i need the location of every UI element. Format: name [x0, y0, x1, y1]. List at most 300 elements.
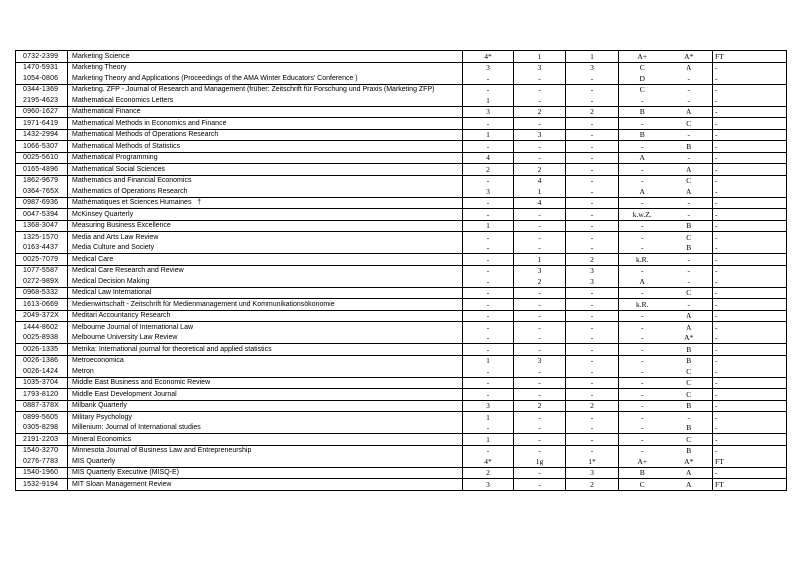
rating-cell-2: 4	[514, 197, 566, 209]
rating-cell-3: 3	[566, 276, 619, 287]
issn-cell: 0276-7783	[16, 456, 68, 467]
rating-cell-3: 2	[566, 254, 619, 266]
rating-cell-4: -	[619, 310, 666, 322]
rating-cell-6: -	[713, 106, 787, 118]
journal-name-cell: Metroeconomica	[68, 355, 463, 366]
journal-name-cell: Mathematics of Operations Research	[68, 186, 463, 197]
rating-cell-1: 1	[463, 412, 514, 423]
issn-cell: 0987-6936	[16, 197, 68, 209]
table-row	[16, 106, 787, 118]
rating-cell-2: -	[514, 322, 566, 333]
table-row	[16, 186, 787, 197]
journal-name-cell: Medical Care	[68, 254, 463, 266]
rating-cell-2: 3	[514, 129, 566, 141]
rating-cell-4: -	[619, 423, 666, 434]
rating-cell-1: 1	[463, 434, 514, 446]
rating-cell-1: -	[463, 73, 514, 84]
journal-name-cell: Metrika: International journal for theoretical and applied statistics	[68, 344, 463, 356]
rating-cell-2: -	[514, 344, 566, 356]
table-row	[16, 389, 787, 401]
table-row	[16, 164, 787, 176]
rating-cell-4: -	[619, 265, 666, 276]
table-row	[16, 377, 787, 389]
journal-name-cell: Media Culture and Society	[68, 243, 463, 254]
rating-cell-3: -	[566, 299, 619, 311]
rating-cell-3: -	[566, 310, 619, 322]
rating-cell-6: -	[713, 164, 787, 176]
rating-cell-2: 2	[514, 164, 566, 176]
issn-cell: 0364-765X	[16, 186, 68, 197]
rating-cell-5: C	[666, 389, 713, 401]
table-row	[16, 355, 787, 366]
rating-cell-3: 2	[566, 106, 619, 118]
rating-cell-3: 2	[566, 479, 619, 491]
rating-cell-6: -	[713, 355, 787, 366]
rating-cell-1: -	[463, 366, 514, 377]
rating-cell-4: -	[619, 344, 666, 356]
rating-cell-3: -	[566, 423, 619, 434]
rating-cell-5: A	[666, 310, 713, 322]
rating-cell-2: -	[514, 232, 566, 243]
issn-cell: 1432-2994	[16, 129, 68, 141]
rating-cell-2: -	[514, 118, 566, 130]
rating-cell-2: 1	[514, 51, 566, 63]
table-row	[16, 423, 787, 434]
journal-name-cell: Melbourne Journal of International Law	[68, 322, 463, 333]
rating-cell-2: -	[514, 333, 566, 344]
table-row	[16, 51, 787, 63]
rating-cell-5: B	[666, 243, 713, 254]
table-row	[16, 62, 787, 73]
rating-cell-6: -	[713, 62, 787, 73]
rating-cell-6: -	[713, 287, 787, 299]
issn-cell: 0732-2399	[16, 51, 68, 63]
table-row	[16, 254, 787, 266]
rating-cell-6: -	[713, 232, 787, 243]
rating-cell-6: -	[713, 310, 787, 322]
rating-cell-2: -	[514, 152, 566, 164]
issn-cell: 0165-4896	[16, 164, 68, 176]
rating-cell-1: 3	[463, 106, 514, 118]
rating-cell-4: C	[619, 479, 666, 491]
rating-cell-6: -	[713, 412, 787, 423]
rating-cell-3: -	[566, 377, 619, 389]
rating-cell-1: 3	[463, 186, 514, 197]
table-row	[16, 287, 787, 299]
rating-cell-1: -	[463, 254, 514, 266]
rating-cell-3: -	[566, 333, 619, 344]
rating-cell-5: -	[666, 299, 713, 311]
journal-name-cell: Meditari Accountancy Research	[68, 310, 463, 322]
rating-cell-6: -	[713, 209, 787, 221]
rating-cell-6: -	[713, 389, 787, 401]
rating-cell-6: FT	[713, 51, 787, 63]
rating-cell-3: 3	[566, 265, 619, 276]
table-row	[16, 412, 787, 423]
rating-cell-5: A*	[666, 51, 713, 63]
rating-cell-3: -	[566, 287, 619, 299]
issn-cell: 0163-4437	[16, 243, 68, 254]
issn-cell: 0026-1386	[16, 355, 68, 366]
issn-cell: 0025-5610	[16, 152, 68, 164]
journal-name-cell: Mathematical Finance	[68, 106, 463, 118]
journal-name-cell: Medienwirtschaft - Zeitschrift für Medienmanagement und Kommunikationsökonomie	[68, 299, 463, 311]
rating-cell-2: -	[514, 377, 566, 389]
rating-cell-2: 2	[514, 400, 566, 412]
rating-cell-5: -	[666, 73, 713, 84]
rating-cell-3: -	[566, 243, 619, 254]
issn-cell: 1862-9679	[16, 175, 68, 186]
journal-name-cell: Mathematical Social Sciences	[68, 164, 463, 176]
issn-cell: 0025-8938	[16, 333, 68, 344]
journal-name-cell: Minnesota Journal of Business Law and Entrepreneurship	[68, 445, 463, 456]
rating-cell-2: -	[514, 467, 566, 479]
journal-name-cell: Marketing Theory	[68, 62, 463, 73]
rating-cell-2: -	[514, 220, 566, 232]
rating-cell-2: -	[514, 243, 566, 254]
rating-cell-2: -	[514, 434, 566, 446]
table-row	[16, 265, 787, 276]
rating-cell-3: -	[566, 412, 619, 423]
rating-cell-4: -	[619, 322, 666, 333]
rating-cell-4: A	[619, 152, 666, 164]
rating-cell-3: -	[566, 118, 619, 130]
rating-cell-1: 2	[463, 164, 514, 176]
rating-cell-6: -	[713, 423, 787, 434]
rating-cell-6: -	[713, 276, 787, 287]
rating-cell-4: C	[619, 62, 666, 73]
issn-cell: 0026-1335	[16, 344, 68, 356]
journal-name-cell: Middle East Development Journal	[68, 389, 463, 401]
rating-cell-1: 1	[463, 95, 514, 106]
rating-cell-6: -	[713, 175, 787, 186]
issn-cell: 1035-3704	[16, 377, 68, 389]
rating-cell-6: -	[713, 445, 787, 456]
rating-cell-5: C	[666, 377, 713, 389]
table-row	[16, 232, 787, 243]
rating-cell-2: -	[514, 287, 566, 299]
rating-cell-5: C	[666, 118, 713, 130]
rating-cell-2: -	[514, 445, 566, 456]
issn-cell: 2191-2203	[16, 434, 68, 446]
rating-cell-5: C	[666, 232, 713, 243]
table-row	[16, 84, 787, 95]
issn-cell: 1325-1570	[16, 232, 68, 243]
rating-cell-3: 1	[566, 51, 619, 63]
rating-cell-3: -	[566, 445, 619, 456]
rating-cell-2: -	[514, 299, 566, 311]
issn-cell: 1077-5587	[16, 265, 68, 276]
rating-cell-1: 4*	[463, 456, 514, 467]
rating-cell-5: -	[666, 152, 713, 164]
rating-cell-4: -	[619, 164, 666, 176]
rating-cell-1: -	[463, 175, 514, 186]
issn-cell: 1444-8602	[16, 322, 68, 333]
issn-cell: 1613-0669	[16, 299, 68, 311]
rating-cell-1: 3	[463, 62, 514, 73]
rating-cell-1: 2	[463, 467, 514, 479]
table-row	[16, 479, 787, 491]
rating-cell-4: C	[619, 84, 666, 95]
rating-cell-1: -	[463, 299, 514, 311]
rating-cell-3: -	[566, 141, 619, 153]
rating-cell-5: A	[666, 479, 713, 491]
rating-cell-2: -	[514, 141, 566, 153]
rating-cell-4: -	[619, 287, 666, 299]
issn-cell: 1540-3270	[16, 445, 68, 456]
issn-cell: 0887-378X	[16, 400, 68, 412]
rating-cell-6: -	[713, 84, 787, 95]
rating-cell-2: 2	[514, 276, 566, 287]
rating-cell-3: -	[566, 366, 619, 377]
journal-name-cell: Marketing Theory and Applications (Proceedings of the AMA Winter Educators' Conference )	[68, 73, 463, 84]
journal-name-cell: Military Psychology	[68, 412, 463, 423]
rating-cell-2: 1	[514, 186, 566, 197]
rating-cell-3: -	[566, 389, 619, 401]
rating-cell-1: -	[463, 243, 514, 254]
issn-cell: 1971-6419	[16, 118, 68, 130]
rating-cell-4: k.w.Z.	[619, 209, 666, 221]
rating-cell-5: A*	[666, 333, 713, 344]
rating-cell-1: 1	[463, 220, 514, 232]
rating-cell-5: B	[666, 355, 713, 366]
rating-cell-4: -	[619, 400, 666, 412]
rating-cell-3: 2	[566, 400, 619, 412]
rating-cell-5: -	[666, 84, 713, 95]
rating-cell-1: -	[463, 84, 514, 95]
rating-cell-5: C	[666, 175, 713, 186]
rating-cell-5: -	[666, 197, 713, 209]
rating-cell-5: -	[666, 254, 713, 266]
table-row	[16, 322, 787, 333]
rating-cell-5: -	[666, 209, 713, 221]
issn-cell: 0026-1424	[16, 366, 68, 377]
rating-cell-4: -	[619, 333, 666, 344]
rating-cell-5: B	[666, 141, 713, 153]
rating-cell-5: -	[666, 265, 713, 276]
journal-name-cell: McKinsey Quarterly	[68, 209, 463, 221]
rating-cell-1: -	[463, 265, 514, 276]
issn-cell: 0047-5394	[16, 209, 68, 221]
issn-cell: 0305-8298	[16, 423, 68, 434]
journal-name-cell: Mathematical Programming	[68, 152, 463, 164]
rating-cell-4: -	[619, 377, 666, 389]
rating-cell-3: -	[566, 175, 619, 186]
rating-cell-5: A	[666, 322, 713, 333]
journal-name-cell: MIT Sloan Management Review	[68, 479, 463, 491]
rating-cell-2: -	[514, 479, 566, 491]
rating-cell-2: -	[514, 310, 566, 322]
rating-cell-4: A	[619, 276, 666, 287]
rating-cell-5: A	[666, 467, 713, 479]
issn-cell: 1532-9194	[16, 479, 68, 491]
table-row	[16, 310, 787, 322]
rating-cell-6: -	[713, 129, 787, 141]
rating-cell-2: -	[514, 209, 566, 221]
issn-cell: 0344-1369	[16, 84, 68, 95]
rating-cell-4: A+	[619, 51, 666, 63]
rating-cell-5: A	[666, 106, 713, 118]
journal-name-cell: Medical Decision Making	[68, 276, 463, 287]
rating-cell-1: -	[463, 322, 514, 333]
rating-cell-4: -	[619, 141, 666, 153]
rating-cell-4: B	[619, 467, 666, 479]
rating-cell-6: -	[713, 265, 787, 276]
table-row	[16, 141, 787, 153]
rating-cell-3: -	[566, 95, 619, 106]
rating-cell-3: -	[566, 355, 619, 366]
rating-cell-2: -	[514, 73, 566, 84]
rating-cell-1: -	[463, 377, 514, 389]
journal-name-cell: Melbourne University Law Review	[68, 333, 463, 344]
rating-cell-4: -	[619, 197, 666, 209]
rating-cell-1: -	[463, 118, 514, 130]
rating-cell-5: -	[666, 276, 713, 287]
rating-cell-6: -	[713, 377, 787, 389]
rating-cell-1: 4	[463, 152, 514, 164]
rating-cell-2: -	[514, 423, 566, 434]
issn-cell: 2049-372X	[16, 310, 68, 322]
rating-cell-3: -	[566, 344, 619, 356]
journal-name-cell: Mathematical Methods of Statistics	[68, 141, 463, 153]
rating-cell-6: -	[713, 152, 787, 164]
table-row	[16, 118, 787, 130]
table-row	[16, 197, 787, 209]
rating-cell-2: 1g	[514, 456, 566, 467]
journal-name-cell: Mathematics and Financial Economics	[68, 175, 463, 186]
rating-cell-6: -	[713, 73, 787, 84]
rating-cell-3: 3	[566, 62, 619, 73]
rating-cell-1: -	[463, 197, 514, 209]
journal-name-cell: Mineral Economics	[68, 434, 463, 446]
rating-cell-4: -	[619, 389, 666, 401]
rating-cell-1: -	[463, 209, 514, 221]
issn-cell: 0272-989X	[16, 276, 68, 287]
journal-name-cell: Marketing Science	[68, 51, 463, 63]
rating-cell-2: -	[514, 95, 566, 106]
table-row	[16, 220, 787, 232]
rating-cell-4: -	[619, 220, 666, 232]
rating-cell-5: A	[666, 186, 713, 197]
rating-cell-3: -	[566, 129, 619, 141]
table-row	[16, 456, 787, 467]
rating-cell-2: -	[514, 412, 566, 423]
rating-cell-4: -	[619, 445, 666, 456]
rating-cell-5: B	[666, 423, 713, 434]
rating-cell-4: -	[619, 95, 666, 106]
rating-cell-1: -	[463, 276, 514, 287]
journal-name-cell: Medical Law International	[68, 287, 463, 299]
journal-name-cell: MIS Quarterly	[68, 456, 463, 467]
rating-cell-6: -	[713, 400, 787, 412]
rating-cell-2: -	[514, 84, 566, 95]
table-row	[16, 129, 787, 141]
rating-cell-4: k.R.	[619, 254, 666, 266]
rating-cell-5: B	[666, 445, 713, 456]
rating-cell-6: -	[713, 118, 787, 130]
rating-cell-1: 3	[463, 479, 514, 491]
issn-cell: 1368-3047	[16, 220, 68, 232]
table-row	[16, 209, 787, 221]
rating-cell-2: 1	[514, 254, 566, 266]
rating-cell-5: A	[666, 164, 713, 176]
rating-cell-2: -	[514, 389, 566, 401]
rating-cell-6: FT	[713, 456, 787, 467]
rating-cell-6: -	[713, 243, 787, 254]
journal-name-cell: Mathematical Methods in Economics and Finance	[68, 118, 463, 130]
rating-cell-1: 3	[463, 400, 514, 412]
rating-cell-5: A	[666, 62, 713, 73]
rating-cell-1: -	[463, 389, 514, 401]
rating-cell-4: -	[619, 118, 666, 130]
rating-cell-6: -	[713, 322, 787, 333]
journal-name-cell: Measuring Business Excellence	[68, 220, 463, 232]
rating-cell-3: -	[566, 186, 619, 197]
journal-name-cell: Millenium: Journal of International studies	[68, 423, 463, 434]
rating-cell-6: -	[713, 333, 787, 344]
rating-cell-3: -	[566, 164, 619, 176]
journal-name-cell: Mathématiques et Sciences Humaines †	[68, 197, 463, 209]
rating-cell-6: -	[713, 344, 787, 356]
rating-cell-3: -	[566, 232, 619, 243]
journal-name-cell: Mathematical Economics Letters	[68, 95, 463, 106]
rating-cell-5: B	[666, 220, 713, 232]
table-row	[16, 434, 787, 446]
rating-cell-3: -	[566, 73, 619, 84]
rating-cell-1: -	[463, 310, 514, 322]
rating-cell-4: -	[619, 434, 666, 446]
rating-cell-5: C	[666, 434, 713, 446]
rating-cell-2: 4	[514, 175, 566, 186]
rating-cell-4: -	[619, 175, 666, 186]
table-row	[16, 467, 787, 479]
rating-cell-3: -	[566, 197, 619, 209]
table-row	[16, 344, 787, 356]
table-row	[16, 400, 787, 412]
issn-cell: 1054-0806	[16, 73, 68, 84]
issn-cell: 0025-7079	[16, 254, 68, 266]
rating-cell-5: -	[666, 412, 713, 423]
journal-name-cell: Metron	[68, 366, 463, 377]
issn-cell: 1066-5307	[16, 141, 68, 153]
rating-cell-3: -	[566, 322, 619, 333]
rating-cell-4: A	[619, 186, 666, 197]
journal-ratings-table	[15, 50, 787, 491]
issn-cell: 2195-4623	[16, 95, 68, 106]
rating-cell-5: -	[666, 95, 713, 106]
rating-cell-2: 3	[514, 355, 566, 366]
rating-cell-2: 3	[514, 62, 566, 73]
table-row	[16, 299, 787, 311]
rating-cell-4: -	[619, 412, 666, 423]
issn-cell: 0968-5332	[16, 287, 68, 299]
rating-cell-1: -	[463, 423, 514, 434]
rating-cell-3: -	[566, 220, 619, 232]
rating-cell-4: -	[619, 232, 666, 243]
rating-cell-1: 1	[463, 355, 514, 366]
rating-cell-6: -	[713, 434, 787, 446]
rating-cell-6: -	[713, 141, 787, 153]
rating-cell-4: -	[619, 243, 666, 254]
rating-cell-3: -	[566, 209, 619, 221]
rating-cell-3: -	[566, 434, 619, 446]
rating-cell-4: B	[619, 129, 666, 141]
rating-cell-3: -	[566, 152, 619, 164]
rating-cell-6: -	[713, 254, 787, 266]
rating-cell-6: -	[713, 197, 787, 209]
rating-cell-4: k.R.	[619, 299, 666, 311]
rating-cell-3: -	[566, 84, 619, 95]
